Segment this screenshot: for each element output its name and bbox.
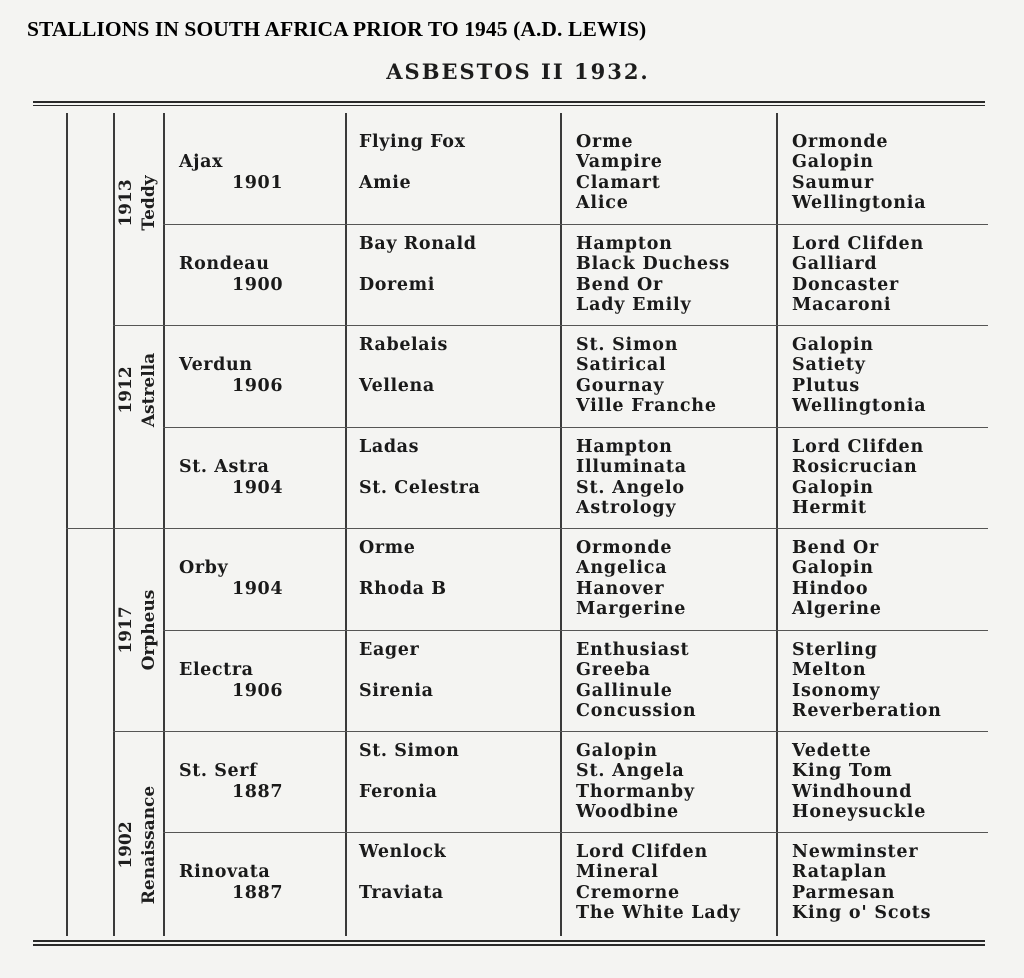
table-border-rule bbox=[33, 940, 985, 942]
grandparent-name: Astrella bbox=[139, 352, 159, 428]
great-grandparent-name: St. Astra bbox=[179, 457, 270, 477]
row-divider bbox=[163, 832, 988, 833]
ancestor-name: Concussion bbox=[576, 700, 697, 721]
ancestor-name: Isonomy bbox=[792, 680, 881, 701]
dam-name: Traviata bbox=[359, 882, 444, 903]
table-border-rule bbox=[33, 944, 985, 946]
ancestor-name: Hanover bbox=[576, 578, 665, 599]
ancestor-name: Gournay bbox=[576, 375, 665, 396]
dam-name: Sirenia bbox=[359, 680, 434, 701]
ancestor-name: Vampire bbox=[576, 152, 663, 173]
table-border-rule bbox=[33, 101, 985, 103]
column-divider bbox=[163, 113, 165, 936]
ancestor-name: Lord Clifden bbox=[792, 437, 924, 457]
sire-name: Wenlock bbox=[359, 842, 447, 862]
dam-name: Vellena bbox=[359, 375, 435, 396]
ancestor-name: St. Angelo bbox=[576, 477, 685, 498]
great-grandparent-year: 1906 bbox=[232, 680, 284, 701]
row-divider bbox=[163, 427, 988, 428]
ancestor-name: Ville Franche bbox=[576, 395, 717, 416]
group-divider bbox=[113, 325, 163, 326]
column-divider bbox=[66, 113, 68, 936]
ancestor-name: Galopin bbox=[792, 558, 874, 579]
ancestor-name: Ormonde bbox=[792, 132, 889, 152]
ancestor-name: Ormonde bbox=[576, 538, 673, 558]
group-divider bbox=[66, 528, 163, 529]
grandparent-horse bbox=[115, 353, 161, 427]
row-divider bbox=[163, 325, 988, 326]
ancestor-name: Thormanby bbox=[576, 781, 695, 802]
ancestor-name: Doncaster bbox=[792, 274, 900, 295]
ancestor-name: Cremorne bbox=[576, 882, 680, 903]
sire-name: Eager bbox=[359, 640, 420, 660]
ancestor-name: Parmesan bbox=[792, 882, 896, 903]
grandparent-year: 1902 bbox=[116, 821, 136, 869]
great-grandparent-name: Verdun bbox=[179, 355, 253, 375]
ancestor-name: Galopin bbox=[792, 335, 874, 355]
ancestor-name: St. Simon bbox=[576, 335, 679, 355]
ancestor-name: Bend Or bbox=[792, 538, 880, 558]
ancestor-name: Hermit bbox=[792, 497, 867, 518]
ancestor-name: Newminster bbox=[792, 842, 919, 862]
column-divider bbox=[560, 113, 562, 936]
ancestor-name: Margerine bbox=[576, 598, 687, 619]
ancestor-name: Illuminata bbox=[576, 457, 687, 478]
ancestor-name: Saumur bbox=[792, 172, 874, 193]
ancestor-name: Galliard bbox=[792, 254, 878, 275]
ancestor-name: Angelica bbox=[576, 558, 668, 579]
row-divider bbox=[163, 224, 988, 225]
ancestor-name: Wellingtonia bbox=[792, 192, 927, 213]
grandparent-name: Teddy bbox=[139, 175, 159, 231]
ancestor-name: King o' Scots bbox=[792, 902, 932, 923]
great-grandparent-name: St. Serf bbox=[179, 761, 258, 781]
ancestor-name: Macaroni bbox=[792, 294, 892, 315]
great-grandparent-year: 1904 bbox=[232, 477, 284, 498]
great-grandparent-year: 1906 bbox=[232, 375, 284, 396]
great-grandparent-name: Rondeau bbox=[179, 254, 270, 274]
ancestor-name: Satiety bbox=[792, 355, 866, 376]
grandparent-year: 1917 bbox=[116, 606, 136, 654]
ancestor-name: Honeysuckle bbox=[792, 801, 927, 822]
ancestor-name: Galopin bbox=[792, 152, 874, 173]
sire-name: Orme bbox=[359, 538, 416, 558]
ancestor-name: Greeba bbox=[576, 660, 651, 681]
great-grandparent-name: Ajax bbox=[179, 152, 224, 172]
sire-name: Rabelais bbox=[359, 335, 448, 355]
ancestor-name: Reverberation bbox=[792, 700, 942, 721]
pedigree-title: ASBESTOS II 1932. bbox=[386, 59, 650, 84]
great-grandparent-name: Rinovata bbox=[179, 862, 271, 882]
grandparent-year: 1912 bbox=[116, 366, 136, 414]
row-divider bbox=[163, 630, 988, 631]
column-divider bbox=[345, 113, 347, 936]
ancestor-name: Vedette bbox=[792, 741, 872, 761]
ancestor-name: Satirical bbox=[576, 355, 667, 376]
ancestor-name: Galopin bbox=[576, 741, 658, 761]
ancestor-name: Hindoo bbox=[792, 578, 869, 599]
sire-name: St. Simon bbox=[359, 741, 460, 761]
ancestor-name: Rosicrucian bbox=[792, 457, 918, 478]
grandparent-horse bbox=[115, 175, 161, 230]
grandparent-horse bbox=[115, 786, 161, 904]
row-divider bbox=[163, 731, 988, 732]
great-grandparent-year: 1887 bbox=[232, 882, 284, 903]
sire-name: Flying Fox bbox=[359, 132, 466, 152]
ancestor-name: Astrology bbox=[576, 497, 677, 518]
dam-name: Rhoda B bbox=[359, 578, 447, 599]
grandparent-horse bbox=[115, 590, 161, 671]
ancestor-name: Plutus bbox=[792, 375, 860, 396]
ancestor-name: Woodbine bbox=[576, 801, 679, 822]
ancestor-name: Lord Clifden bbox=[576, 842, 708, 862]
ancestor-name: Melton bbox=[792, 660, 867, 681]
great-grandparent-name: Orby bbox=[179, 558, 229, 578]
ancestor-name: Lady Emily bbox=[576, 294, 692, 315]
dam-name: Feronia bbox=[359, 781, 438, 802]
column-divider bbox=[776, 113, 778, 936]
ancestor-name: Enthusiast bbox=[576, 640, 690, 660]
ancestor-name: St. Angela bbox=[576, 761, 685, 782]
ancestor-name: Windhound bbox=[792, 781, 913, 802]
great-grandparent-name: Electra bbox=[179, 660, 254, 680]
ancestor-name: Algerine bbox=[792, 598, 882, 619]
ancestor-name: Black Duchess bbox=[576, 254, 731, 275]
great-grandparent-year: 1901 bbox=[232, 172, 284, 193]
ancestor-name: Hampton bbox=[576, 234, 673, 254]
ancestor-name: Orme bbox=[576, 132, 634, 152]
grandparent-name: Orpheus bbox=[139, 589, 159, 671]
ancestor-name: Sterling bbox=[792, 640, 878, 660]
ancestor-name: Rataplan bbox=[792, 862, 888, 883]
great-grandparent-year: 1887 bbox=[232, 781, 284, 802]
dam-name: Amie bbox=[359, 172, 412, 193]
table-border-rule bbox=[33, 105, 985, 107]
ancestor-name: Wellingtonia bbox=[792, 395, 927, 416]
ancestor-name: Clamart bbox=[576, 172, 661, 193]
ancestor-name: Galopin bbox=[792, 477, 874, 498]
grandparent-name: Renaissance bbox=[139, 785, 159, 905]
ancestor-name: Hampton bbox=[576, 437, 673, 457]
dam-name: Doremi bbox=[359, 274, 435, 295]
ancestor-name: Bend Or bbox=[576, 274, 664, 295]
grandparent-year: 1913 bbox=[116, 179, 136, 227]
row-divider bbox=[163, 528, 988, 529]
great-grandparent-year: 1900 bbox=[232, 274, 284, 295]
great-grandparent-year: 1904 bbox=[232, 578, 284, 599]
group-divider bbox=[113, 731, 163, 732]
sire-name: Ladas bbox=[359, 437, 420, 457]
page-header-title: STALLIONS IN SOUTH AFRICA PRIOR TO 1945 (A.D. LEWIS) bbox=[27, 17, 647, 41]
ancestor-name: King Tom bbox=[792, 761, 893, 782]
ancestor-name: Mineral bbox=[576, 862, 659, 883]
dam-name: St. Celestra bbox=[359, 477, 481, 498]
ancestor-name: Gallinule bbox=[576, 680, 673, 701]
ancestor-name: Alice bbox=[576, 192, 629, 213]
ancestor-name: Lord Clifden bbox=[792, 234, 924, 254]
sire-name: Bay Ronald bbox=[359, 234, 477, 254]
ancestor-name: The White Lady bbox=[576, 902, 741, 923]
